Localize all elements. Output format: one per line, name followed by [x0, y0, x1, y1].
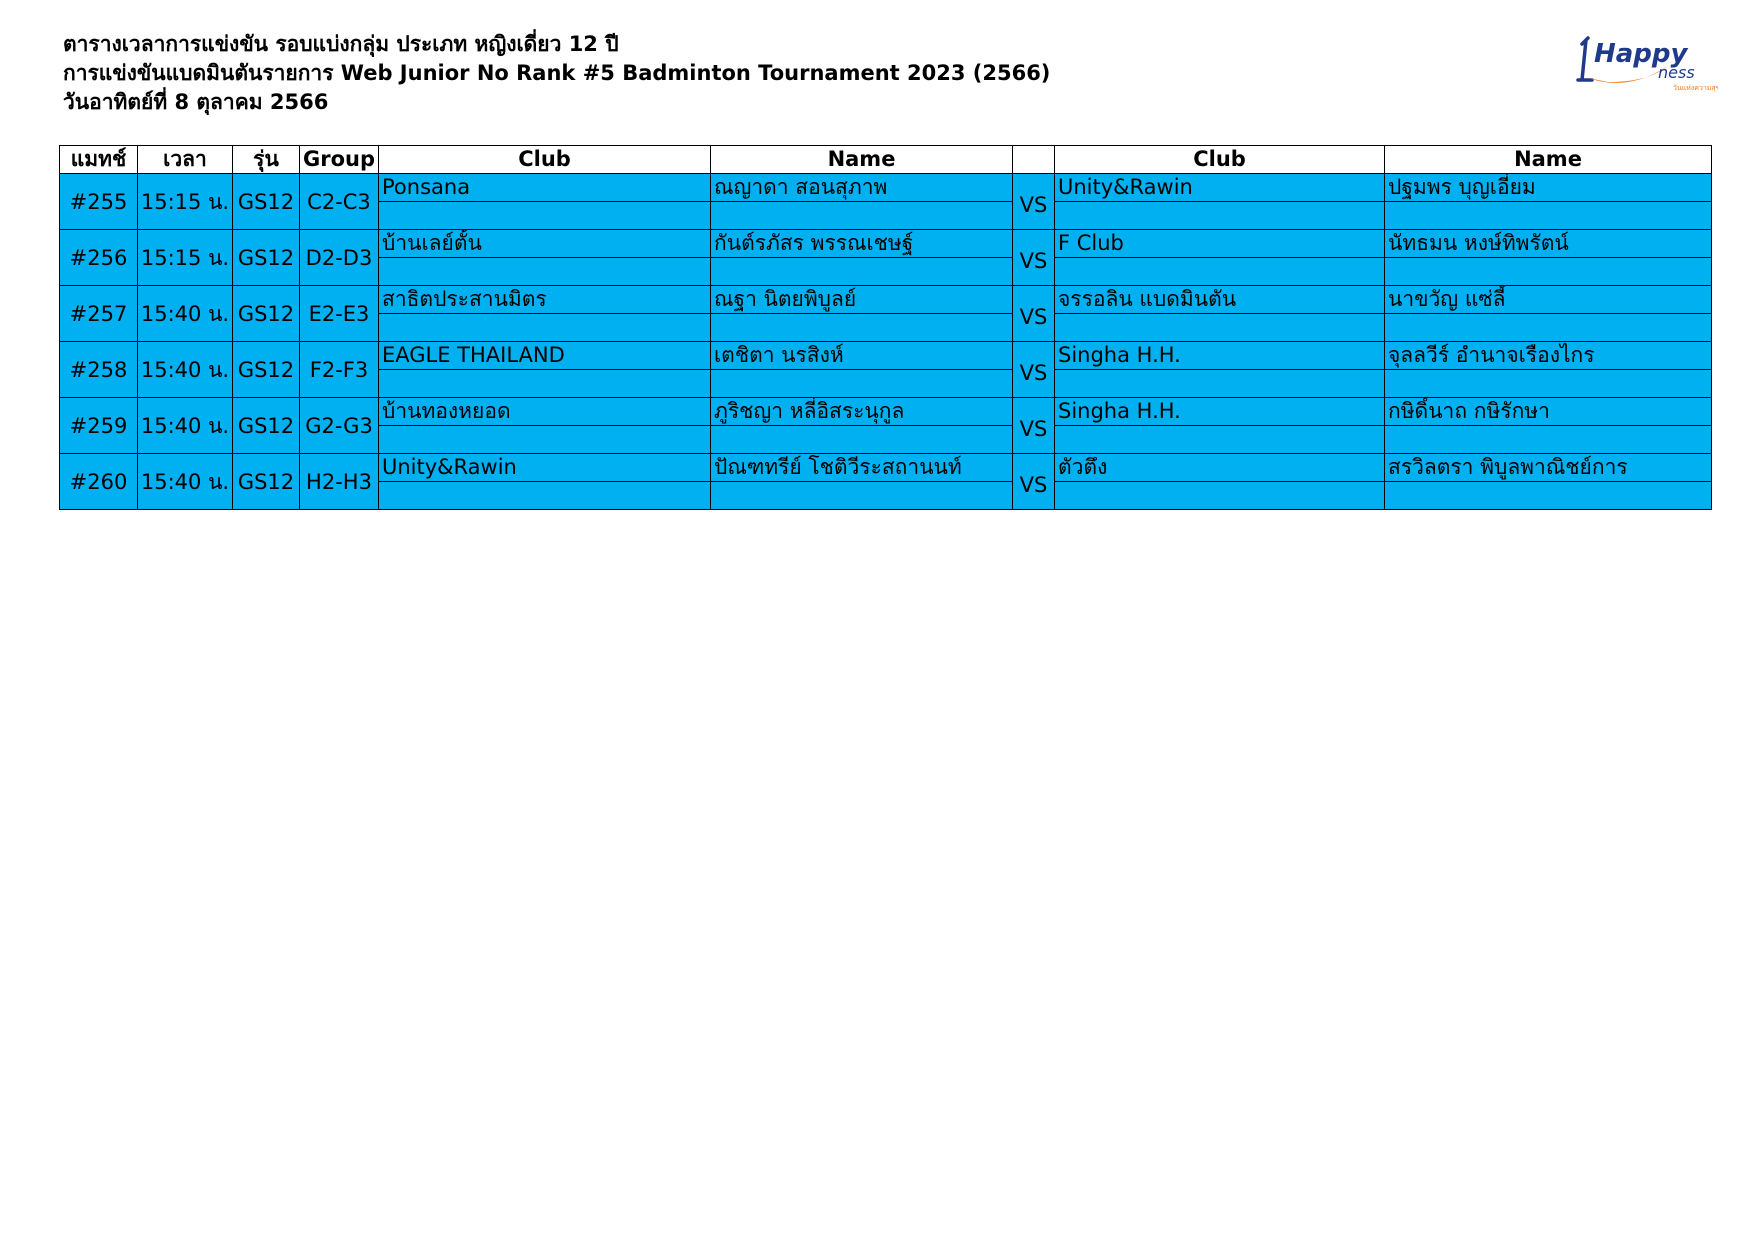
header-match: แมทช์	[60, 146, 138, 174]
player-2: นาขวัญ แซ่ลี้	[1385, 286, 1712, 314]
player-1: กันต์รภัสร พรรณเชษฐ์	[711, 230, 1013, 258]
match-number: #258	[60, 342, 138, 398]
player-2: สรวิลตรา พิบูลพาณิชย์การ	[1385, 454, 1712, 482]
club-1: บ้านเลย์ตั้น	[379, 230, 711, 258]
match-group: E2-E3	[300, 286, 379, 342]
club-1: EAGLE THAILAND	[379, 342, 711, 370]
blank-cell	[379, 426, 711, 454]
vs-label: VS	[1013, 398, 1055, 454]
match-class: GS12	[233, 342, 300, 398]
player-1: เตชิตา นรสิงห์	[711, 342, 1013, 370]
happiness-logo	[1568, 32, 1718, 94]
match-time: 15:15 น.	[138, 174, 233, 230]
match-group: C2-C3	[300, 174, 379, 230]
table-row	[60, 398, 1712, 426]
match-number: #259	[60, 398, 138, 454]
blank-cell	[1055, 426, 1385, 454]
match-class: GS12	[233, 230, 300, 286]
blank-cell	[379, 314, 711, 342]
blank-cell	[711, 258, 1013, 286]
table-row	[60, 230, 1712, 258]
schedule-title: ตารางเวลาการแข่งขัน รอบแบ่งกลุ่ม ประเภท หญิงเดี่ยว 12 ปี	[63, 32, 619, 56]
table-header-row	[60, 146, 1712, 174]
player-2: นัทธมน หงษ์ทิพรัตน์	[1385, 230, 1712, 258]
player-2: ปฐมพร บุญเอี่ยม	[1385, 174, 1712, 202]
header-club-2: Club	[1055, 146, 1385, 174]
blank-cell	[1055, 482, 1385, 510]
vs-label: VS	[1013, 342, 1055, 398]
match-time: 15:40 น.	[138, 286, 233, 342]
match-number: #255	[60, 174, 138, 230]
match-number: #256	[60, 230, 138, 286]
blank-cell	[711, 202, 1013, 230]
player-2: จุลลวีร์ อำนาจเรืองไกร	[1385, 342, 1712, 370]
club-2: Singha H.H.	[1055, 342, 1385, 370]
vs-label: VS	[1013, 286, 1055, 342]
club-1: สาธิตประสานมิตร	[379, 286, 711, 314]
document-header	[63, 30, 1523, 117]
match-time: 15:15 น.	[138, 230, 233, 286]
blank-cell	[379, 202, 711, 230]
table-row	[60, 286, 1712, 314]
svg-text:Happy: Happy	[1594, 39, 1688, 69]
table-row	[60, 454, 1712, 482]
blank-cell	[711, 370, 1013, 398]
svg-text:วันแห่งความสุข: วันแห่งความสุข	[1673, 84, 1718, 92]
header-name-1: Name	[711, 146, 1013, 174]
match-class: GS12	[233, 174, 300, 230]
match-time: 15:40 น.	[138, 398, 233, 454]
match-number: #257	[60, 286, 138, 342]
blank-cell	[711, 426, 1013, 454]
club-1: บ้านทองหยอด	[379, 398, 711, 426]
header-club-1: Club	[379, 146, 711, 174]
blank-cell	[1385, 258, 1712, 286]
blank-cell	[1385, 202, 1712, 230]
player-1: ปัณฑทรีย์ โชติวีระสถานนท์	[711, 454, 1013, 482]
blank-cell	[379, 482, 711, 510]
match-group: G2-G3	[300, 398, 379, 454]
tournament-title: การแข่งขันแบดมินตันรายการ Web Junior No Rank #5 Badminton Tournament 2023 (2566)	[63, 61, 1051, 85]
club-2: F Club	[1055, 230, 1385, 258]
player-1: ณฐา นิตยพิบูลย์	[711, 286, 1013, 314]
header-time: เวลา	[138, 146, 233, 174]
club-2: ตัวตึง	[1055, 454, 1385, 482]
table-row	[60, 342, 1712, 370]
blank-cell	[379, 370, 711, 398]
player-1: ภูริชญา หลี่อิสระนุกูล	[711, 398, 1013, 426]
match-time: 15:40 น.	[138, 342, 233, 398]
blank-cell	[711, 482, 1013, 510]
vs-label: VS	[1013, 230, 1055, 286]
header-class: รุ่น	[233, 146, 300, 174]
match-group: F2-F3	[300, 342, 379, 398]
match-class: GS12	[233, 454, 300, 510]
vs-label: VS	[1013, 174, 1055, 230]
header-name-2: Name	[1385, 146, 1712, 174]
match-time: 15:40 น.	[138, 454, 233, 510]
blank-cell	[1385, 482, 1712, 510]
blank-cell	[1055, 370, 1385, 398]
player-1: ณญาดา สอนสุภาพ	[711, 174, 1013, 202]
match-group: D2-D3	[300, 230, 379, 286]
blank-cell	[1055, 314, 1385, 342]
event-date: วันอาทิตย์ที่ 8 ตุลาคม 2566	[63, 90, 329, 114]
club-2: Unity&Rawin	[1055, 174, 1385, 202]
player-2: กษิดิ์นาถ กษิรักษา	[1385, 398, 1712, 426]
blank-cell	[1055, 258, 1385, 286]
header-vs	[1013, 146, 1055, 174]
svg-text:ness: ness	[1658, 63, 1695, 82]
blank-cell	[1385, 370, 1712, 398]
blank-cell	[1385, 426, 1712, 454]
blank-cell	[1385, 314, 1712, 342]
match-number: #260	[60, 454, 138, 510]
vs-label: VS	[1013, 454, 1055, 510]
blank-cell	[711, 314, 1013, 342]
blank-cell	[379, 258, 711, 286]
club-1: Ponsana	[379, 174, 711, 202]
match-schedule-table	[59, 145, 1712, 510]
match-class: GS12	[233, 398, 300, 454]
header-group: Group	[300, 146, 379, 174]
table-row	[60, 174, 1712, 202]
club-2: จรรอลิน แบดมินตัน	[1055, 286, 1385, 314]
club-1: Unity&Rawin	[379, 454, 711, 482]
match-class: GS12	[233, 286, 300, 342]
club-2: Singha H.H.	[1055, 398, 1385, 426]
match-group: H2-H3	[300, 454, 379, 510]
blank-cell	[1055, 202, 1385, 230]
